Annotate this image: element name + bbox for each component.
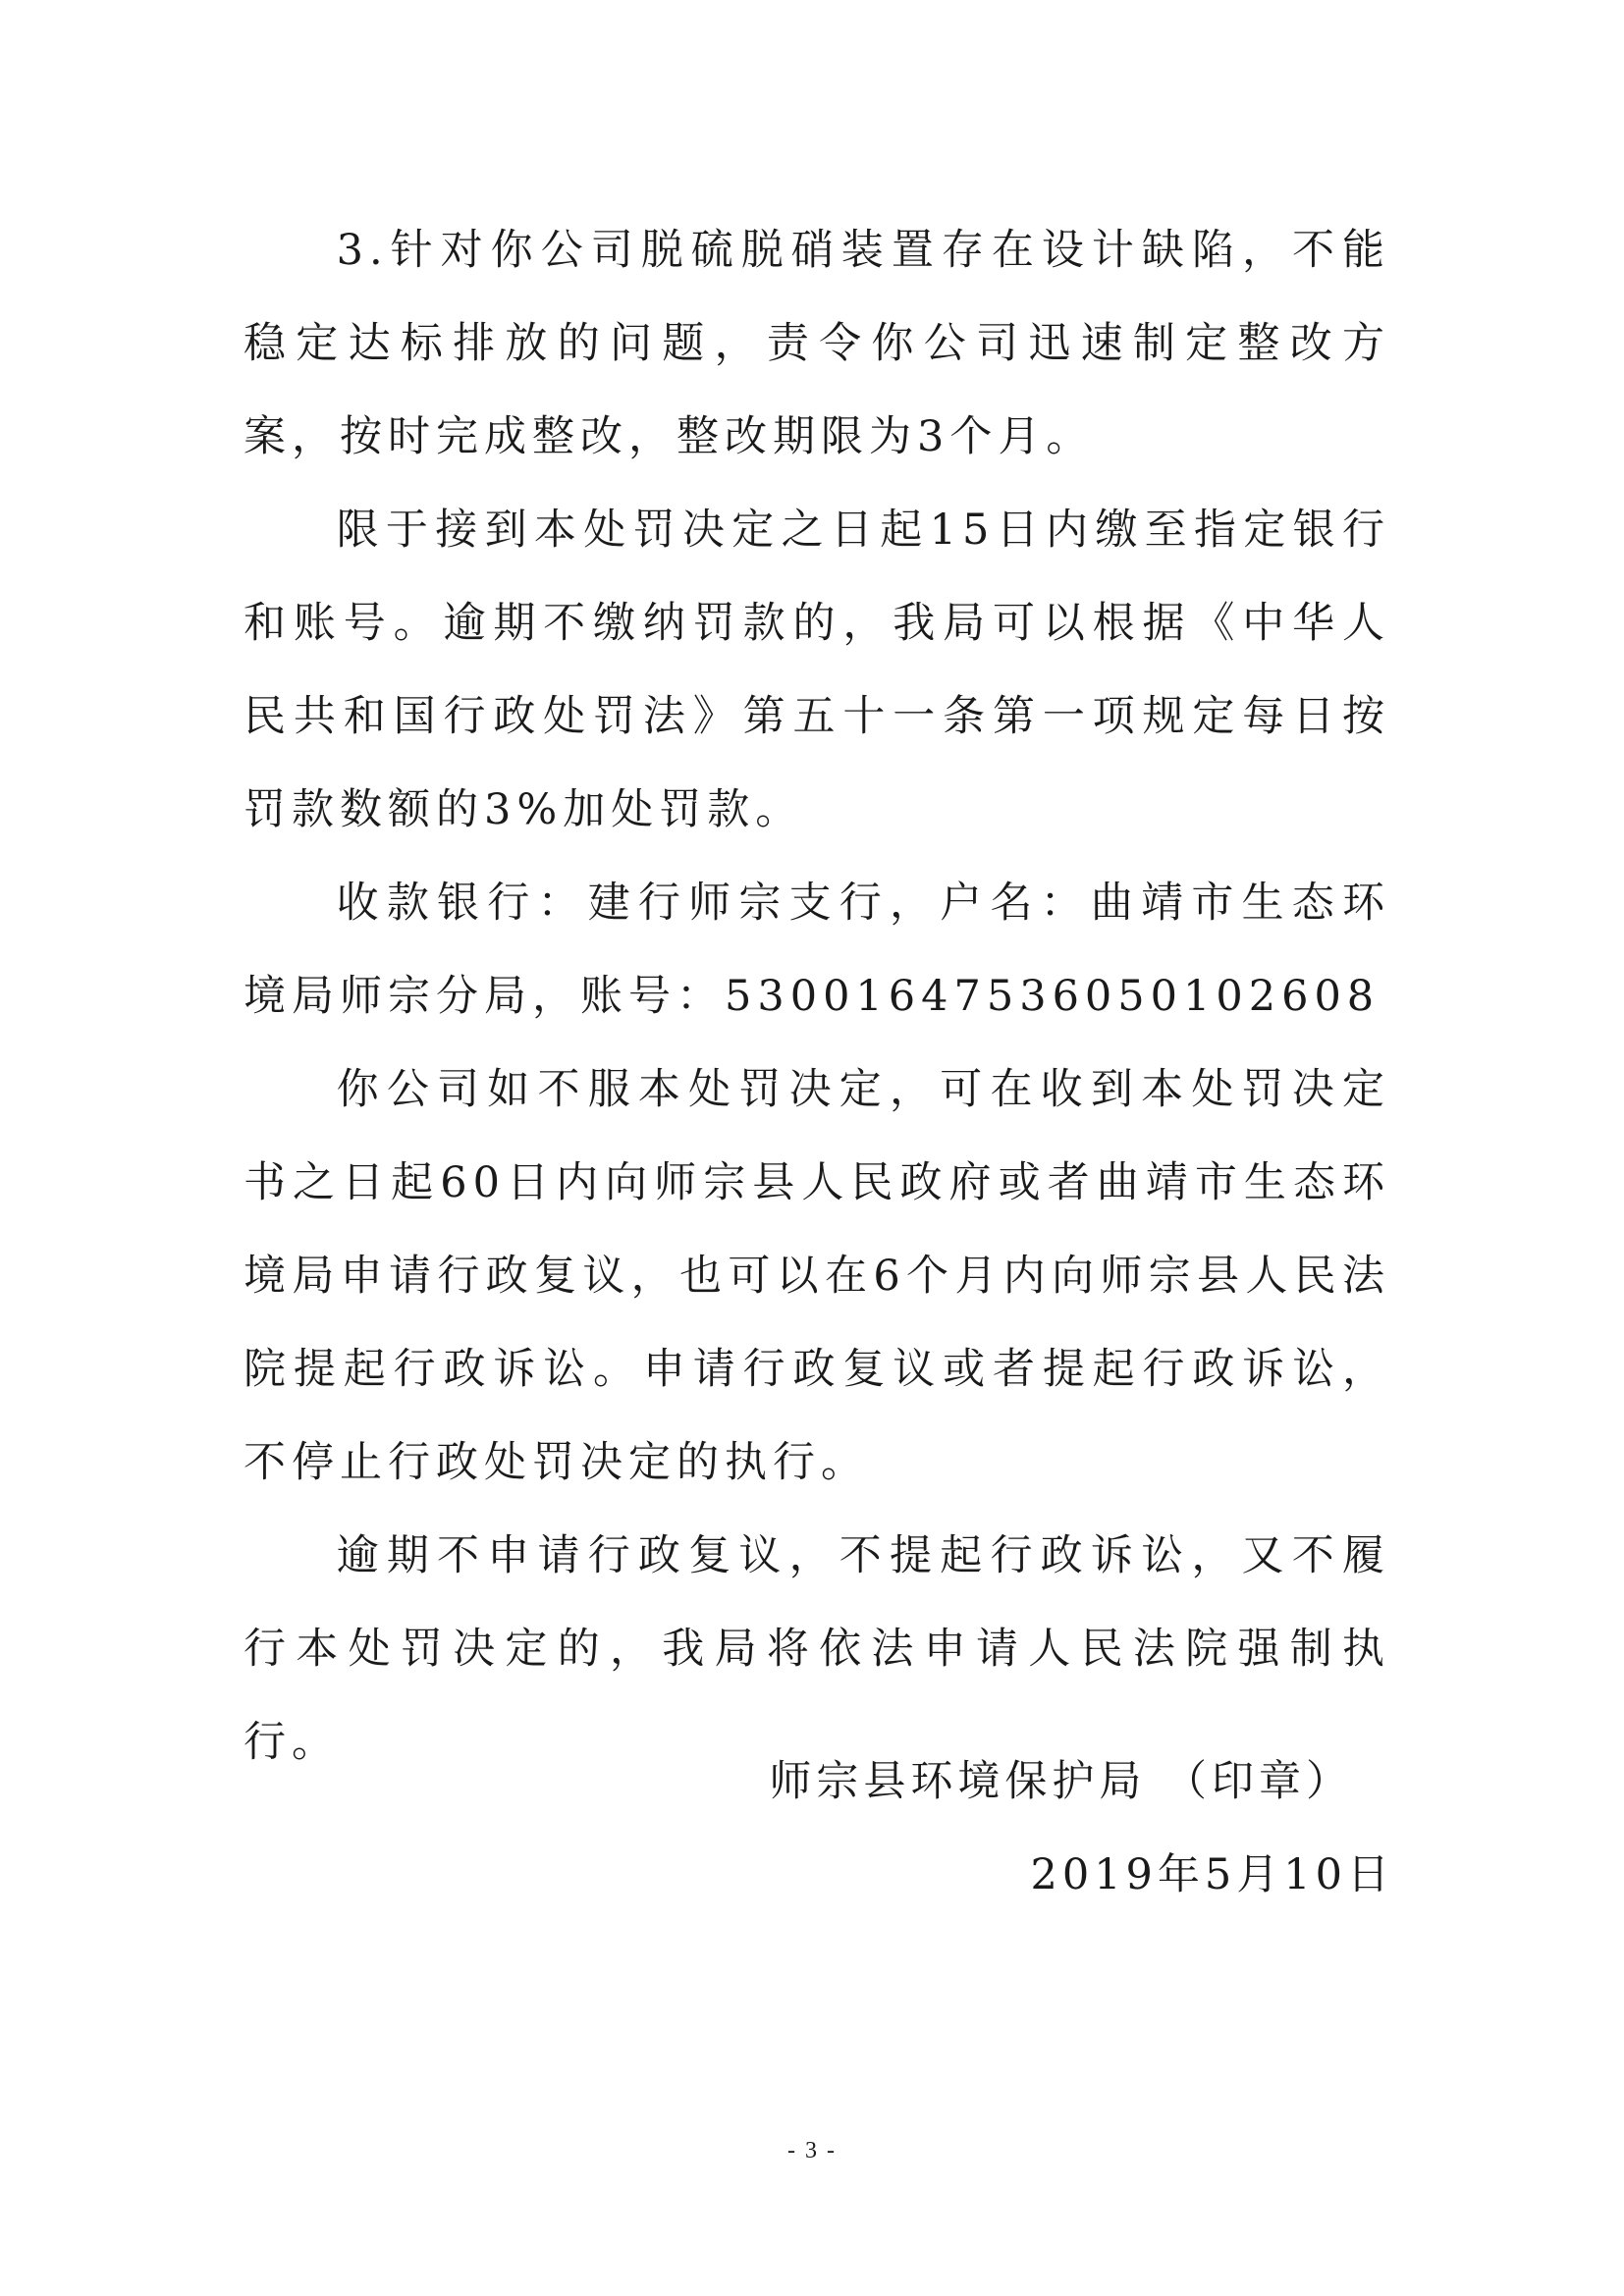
paragraph-bank-account: 收款银行：建行师宗支行，户名：曲靖市生态环境局师宗分局，账号：53001647536050102608	[244, 879, 1390, 1021]
page-number: - 3 -	[787, 2138, 837, 2163]
document-body	[244, 204, 1390, 1789]
paragraph-enforcement: 逾期不申请行政复议，不提起行政诉讼，又不履行本处罚决定的，我局将依法申请人民法院强制执行。	[244, 1531, 1390, 1767]
issue-date: 2019年5月10日	[1030, 1850, 1394, 1899]
issuer-name: 师宗县环境保护局 （印章）	[769, 1757, 1353, 1806]
paragraph-payment-deadline: 限于接到本处罚决定之日起15日内缴至指定银行和账号。逾期不缴纳罚款的，我局可以根据《中华人民共和国行政处罚法》第五十一条第一项规定每日按罚款数额的3%加处罚款。	[244, 506, 1390, 834]
paragraph-appeal-rights: 你公司如不服本处罚决定，可在收到本处罚决定书之日起60日内向师宗县人民政府或者曲靖市生态环境局申请行政复议，也可以在6个月内向师宗县人民法院提起行政诉讼。申请行政复议或者提起行政诉讼，不停止行政处罚决定的执行。	[244, 1065, 1390, 1487]
paragraph-rectification-order: 3.针对你公司脱硫脱硝装置存在设计缺陷，不能稳定达标排放的问题，责令你公司迅速制定整改方案，按时完成整改，整改期限为3个月。	[244, 226, 1390, 461]
signature-block	[769, 1735, 1394, 1922]
